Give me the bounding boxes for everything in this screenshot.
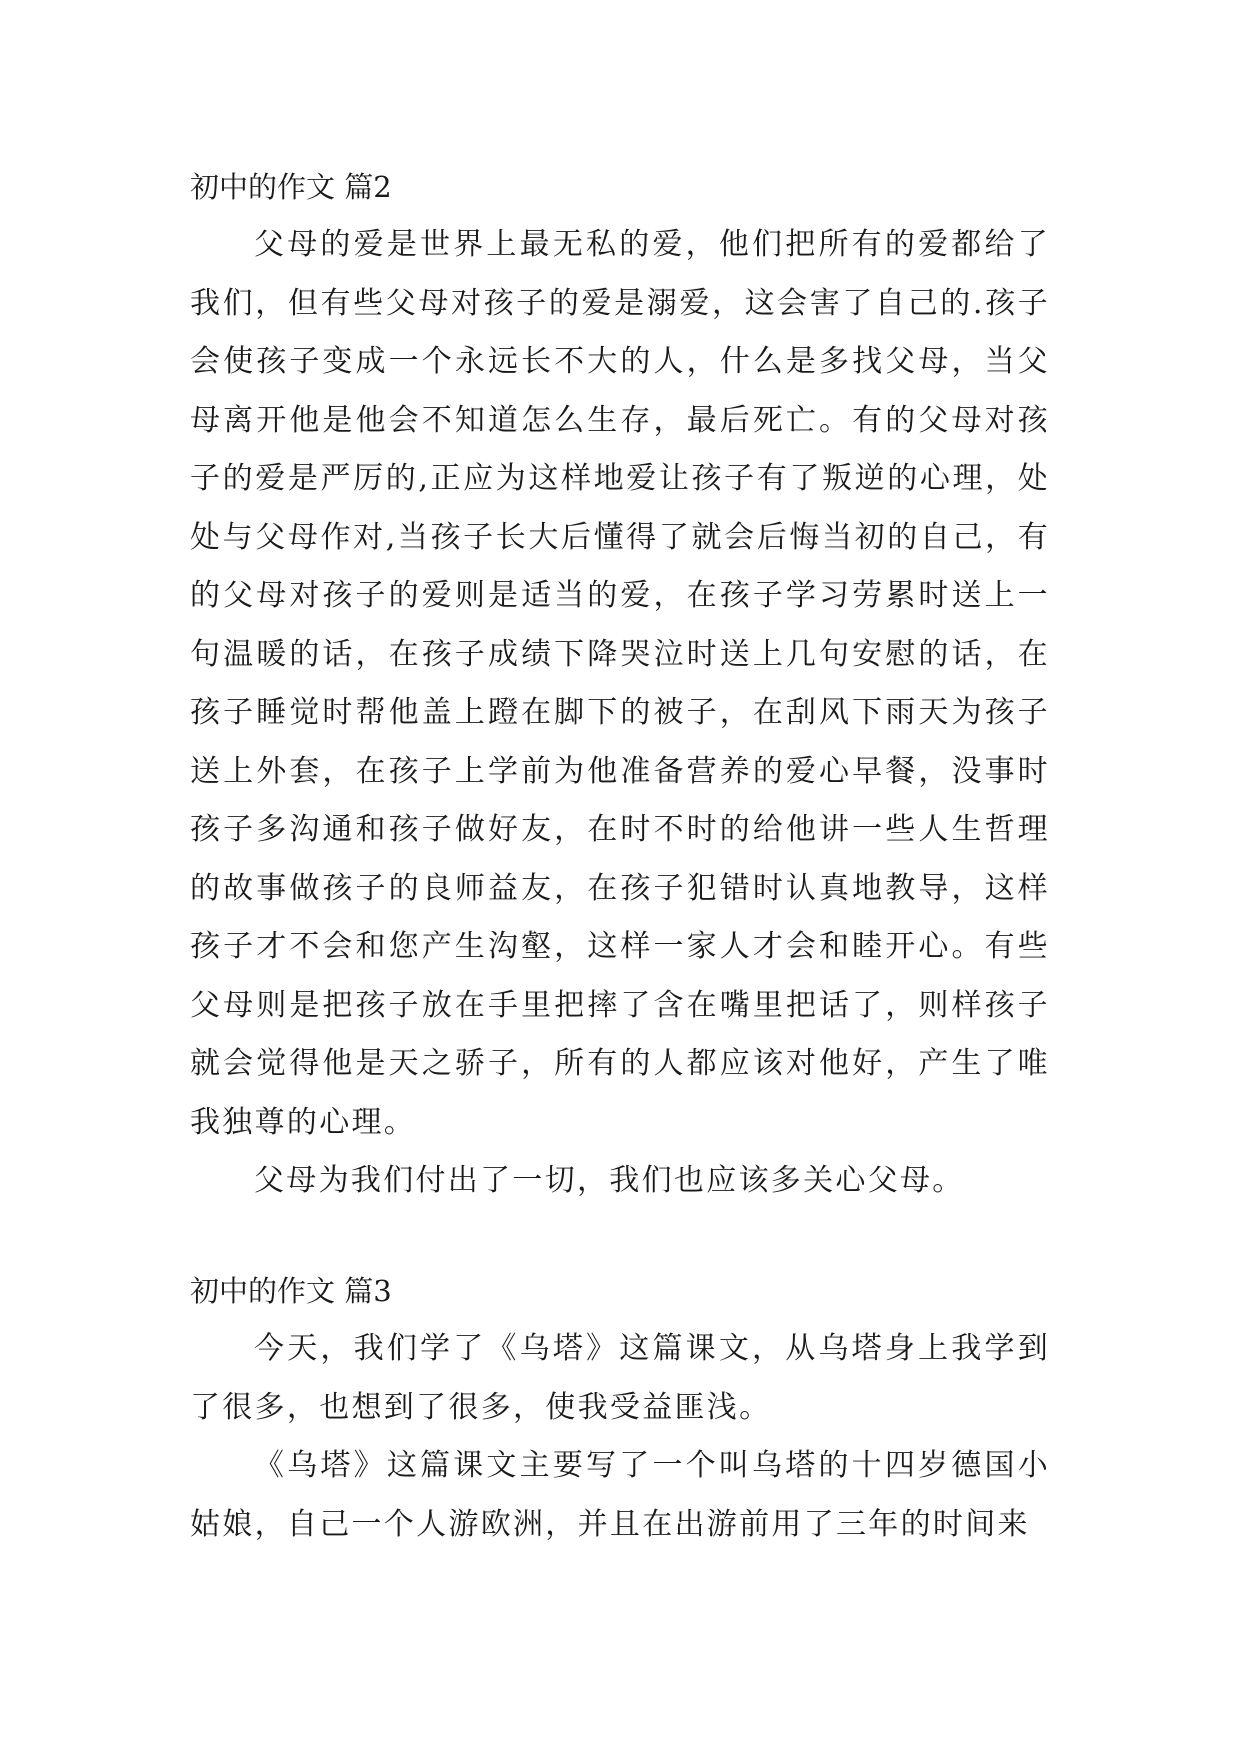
section-heading: 初中的作文 篇3 bbox=[190, 1274, 392, 1308]
essay-section-2 bbox=[190, 158, 1050, 1211]
paragraph: 今天，我们学了《乌塔》这篇课文，从乌塔身上我学到了很多，也想到了很多，使我受益匪浅。 bbox=[190, 1331, 1050, 1425]
paragraph: 父母为我们付出了一切，我们也应该多关心父母。 bbox=[254, 1163, 965, 1198]
section-heading: 初中的作文 篇2 bbox=[190, 170, 392, 204]
paragraph: 《乌塔》这篇课文主要写了一个叫乌塔的十四岁德国小姑娘，自己一个人游欧洲，并且在出游前用了三年的时间来 bbox=[190, 1448, 1050, 1542]
essay-section-3 bbox=[190, 1262, 1050, 1554]
paragraph: 父母的爱是世界上最无私的爱，他们把所有的爱都给了我们，但有些父母对孩子的爱是溺爱，这会害了自己的.孩子会使孩子变成一个永远长不大的人，什么是多找父母，当父母离开他是他会不知道怎么生存，最后死亡。有的父母对孩子的爱是严厉的,正应为这样地爱让孩子有了叛逆的心理，处处与父母作对,当孩子长大后懂得了就会后悔当初的自己，有的父母对孩子的爱则是适当的爱，在孩子学习劳累时送上一句温暖的话，在孩子成绩下降哭泣时送上几句安慰的话，在孩子睡觉时帮他盖上蹬在脚下的被子，在刮风下雨天为孩子送上外套，在孩子上学前为他准备营养的爱心早餐，没事时孩子多沟通和孩子做好友，在时不时的给他讲一些人生哲理的故事做孩子的良师益友，在孩子犯错时认真地教导，这样孩子才不会和您产生沟壑，这样一家人才会和睦开心。有些父母则是把孩子放在手里把摔了含在嘴里把话了，则样孩子就会觉得他是天之骄子，所有的人都应该对他好，产生了唯我独尊的心理。 bbox=[190, 227, 1050, 1140]
